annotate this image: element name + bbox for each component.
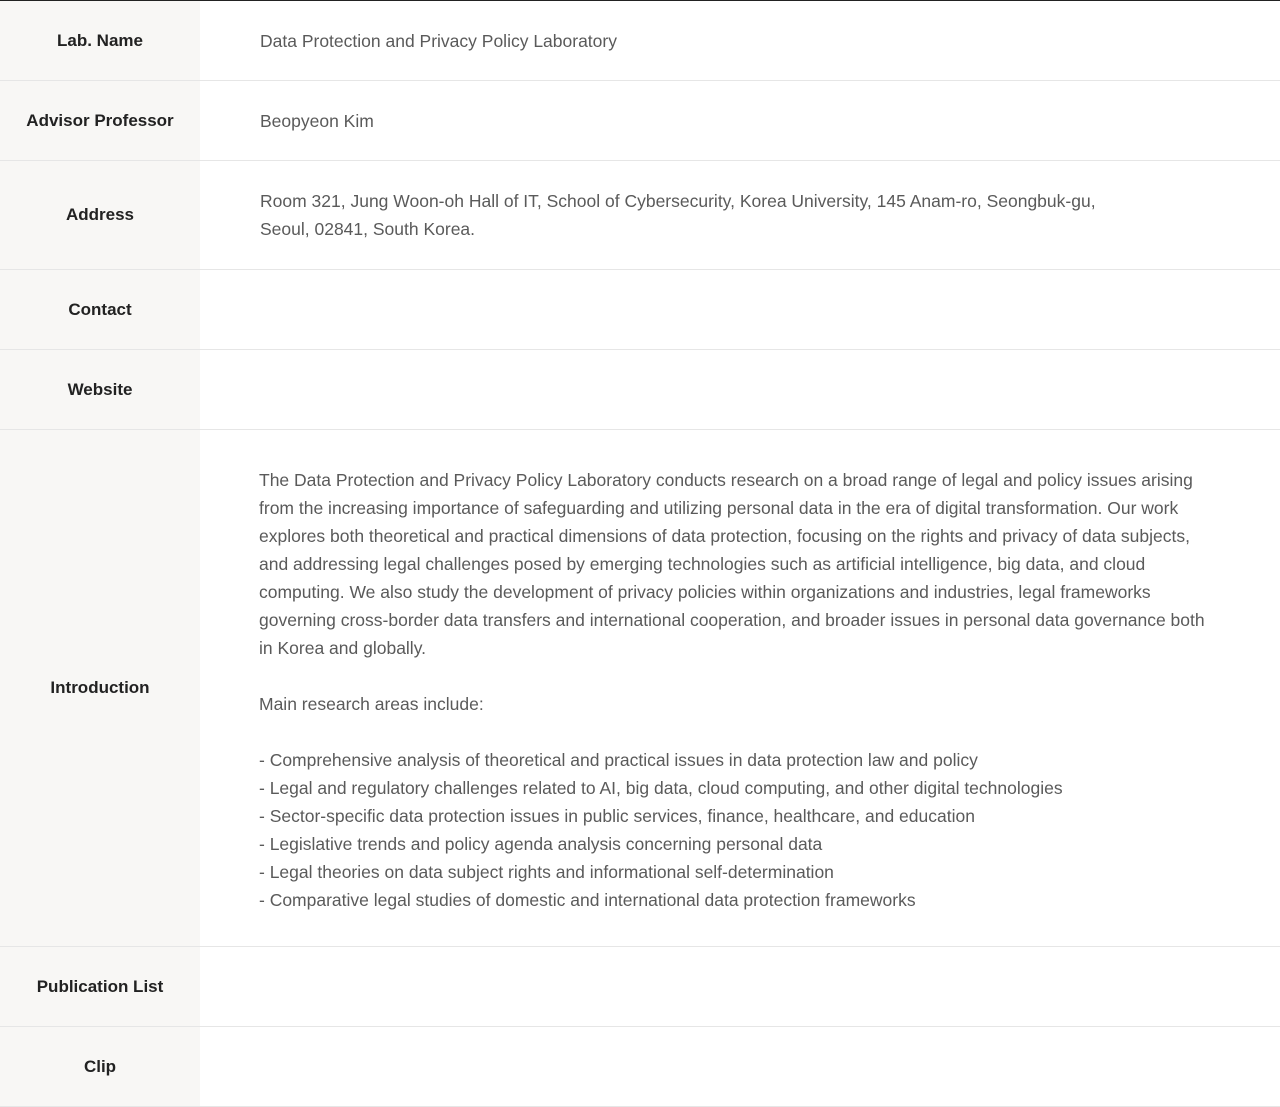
research-area-item: - Sector-specific data protection issues in public services, finance, healthcare, and education	[259, 806, 975, 826]
clip-label: Clip	[0, 1027, 200, 1106]
contact-row	[0, 270, 1280, 350]
address-label: Address	[0, 161, 200, 269]
publications-row	[0, 947, 1280, 1027]
research-area-item: - Comprehensive analysis of theoretical and practical issues in data protection law and policy	[259, 750, 978, 770]
introduction-label: Introduction	[0, 430, 200, 946]
website-row	[0, 350, 1280, 430]
publications-value	[200, 947, 1280, 1026]
website-label: Website	[0, 350, 200, 429]
research-area-item: - Legal theories on data subject rights and informational self-determination	[259, 862, 834, 882]
advisor-label: Advisor Professor	[0, 81, 200, 160]
lab-name-row	[0, 1, 1280, 81]
lab-name-value: Data Protection and Privacy Policy Laboratory	[260, 30, 617, 51]
research-areas-list	[259, 746, 1220, 914]
address-value: Room 321, Jung Woon-oh Hall of IT, School of Cybersecurity, Korea University, 145 Anam-ro, Seongbuk-gu, Seoul, 02841, South Korea.	[260, 191, 1096, 239]
contact-label: Contact	[0, 270, 200, 349]
introduction-row	[0, 430, 1280, 947]
introduction-paragraph: The Data Protection and Privacy Policy Laboratory conducts research on a broad range of legal and policy issues arising from the increasing importance of safeguarding and utilizing personal data in the era of digital transformation. Our work explores both theoretical and practical dimensions of data protection, focusing on the rights and privacy of data subjects, and addressing legal challenges posed by emerging technologies such as artificial intelligence, big data, and cloud computing. We also study the development of privacy policies within organizations and industries, legal frameworks governing cross-border data transfers and international cooperation, and broader issues in personal data governance both in Korea and globally.	[259, 470, 1205, 658]
lab-name-label: Lab. Name	[0, 1, 200, 80]
research-area-item: - Legislative trends and policy agenda analysis concerning personal data	[259, 834, 823, 854]
advisor-value: Beopyeon Kim	[260, 110, 374, 131]
research-area-item: - Legal and regulatory challenges related to AI, big data, cloud computing, and other digital technologies	[259, 778, 1063, 798]
address-row	[0, 161, 1280, 270]
clip-value	[200, 1027, 1280, 1106]
publications-label: Publication List	[0, 947, 200, 1026]
website-value	[200, 350, 1280, 429]
clip-row	[0, 1027, 1280, 1107]
introduction-value	[200, 430, 1280, 946]
research-areas-title: Main research areas include:	[259, 694, 484, 714]
advisor-row	[0, 81, 1280, 161]
research-area-item: - Comparative legal studies of domestic and international data protection frameworks	[259, 890, 916, 910]
contact-value	[200, 270, 1280, 349]
